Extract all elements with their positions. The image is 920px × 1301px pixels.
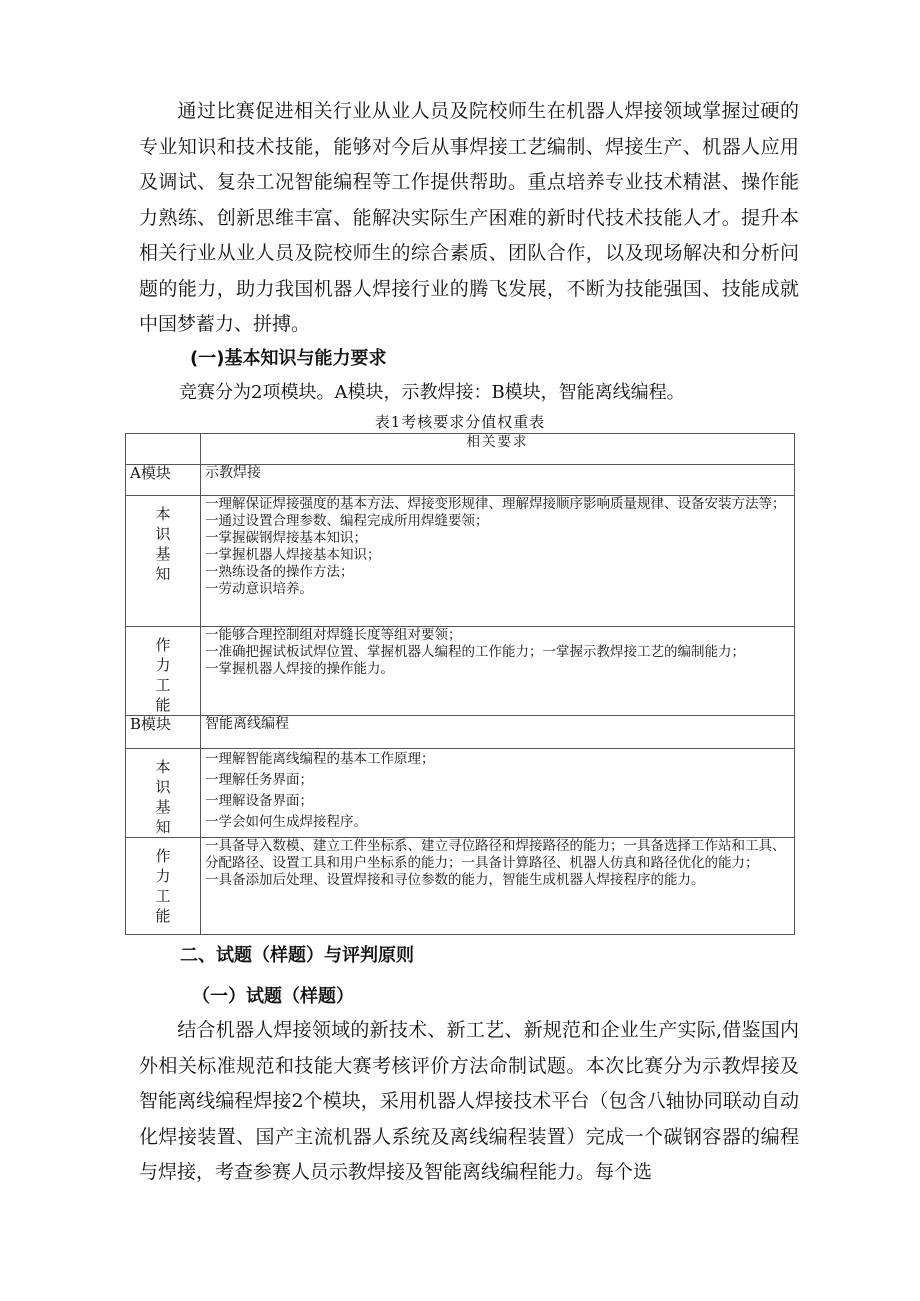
list-item: 一理解任务界面；	[205, 772, 313, 788]
module-b-knowledge-label: 本识基知	[155, 758, 171, 836]
modules-line: 竞赛分为2项模块。A模块，示教焊接：B模块，智能离线编程。	[179, 382, 685, 403]
list-item: 一具备导入数模、建立工件坐标系、建立寻位路径和焊接路径的能力；一具备选择工作站和工具、分配路径、设置工具和用户坐标系的能力；一具备计算路径、机器人仿真和路径优化的能力；	[205, 838, 786, 871]
list-item: 一掌握机器人焊接的操作能力。	[205, 661, 394, 677]
module-a-ability-row	[126, 627, 795, 716]
requirements-table	[125, 433, 795, 935]
module-b-knowledge-row	[126, 749, 795, 838]
list-item: 一理解设备界面；	[205, 793, 313, 809]
module-b-knowledge-cell	[201, 749, 795, 838]
section1-heading: (一)基本知识与能力要求	[190, 348, 387, 369]
list-item: 一熟练设备的操作方法；	[205, 564, 354, 580]
table-header-row	[126, 434, 795, 465]
module-b-ability-row	[126, 838, 795, 935]
module-a-knowledge-row	[126, 496, 795, 627]
module-a-ability-label: 作力工能	[155, 636, 171, 714]
module-b-ability-cell	[201, 838, 795, 935]
table-header: 相关要求	[201, 434, 795, 465]
module-a-knowledge-label: 本识基知	[155, 505, 171, 583]
list-item: 一掌握机器人焊接基本知识；	[205, 547, 381, 563]
intro-paragraph: 通过比赛促进相关行业从业人员及院校师生在机器人焊接领域掌握过硬的专业知识和技术技能，能够对今后从事焊接工艺编制、焊接生产、机器人应用及调试、复杂工况智能编程等工作提供帮助。重点培养专业技术精湛、操作能力熟练、创新思维丰富、能解决实际生产困难的新时代技术技能人才。提升本相关行业从业人员及院校师生的综合素质、团队合作，以及现场解决和分析问题的能力，助力我国机器人焊接行业的腾飞发展，不断为技能强国、技能成就中国梦蓄力、拼搏。	[139, 100, 799, 335]
exam-paragraph: 结合机器人焊接领域的新技术、新工艺、新规范和企业生产实际,借鉴国内外相关标准规范和技能大赛考核评价方法命制试题。本次比赛分为示教焊接及智能离线编程焊接2个模块，采用机器人焊接技术平台（包含八轴协同联动自动化焊接装置、国产主流机器人系统及离线编程装置）完成一个碳钢容器的编程与焊接，考查参赛人员示教焊接及智能离线编程能力。每个选	[139, 1019, 799, 1183]
table-caption: 表1考核要求分值权重表	[374, 413, 546, 431]
module-a-label: A模块	[126, 465, 201, 496]
list-item: 一理解保证焊接强度的基本方法、焊接变形规律、理解焊接顺序影响质量规律、设备安装方法等；	[205, 496, 786, 512]
list-item: 一学会如何生成焊接程序。	[205, 814, 367, 830]
list-item: 一能够合理控制组对焊缝长度等组对要领；	[205, 627, 462, 643]
list-item: 一劳动意识培养。	[205, 581, 313, 597]
module-a-row	[126, 465, 795, 496]
module-b-ability-label: 作力工能	[155, 847, 171, 925]
list-item: 一准确把握试板试焊位置、掌握机器人编程的工作能力；一掌握示教焊接工艺的编制能力；	[205, 644, 745, 660]
list-item: 一具备添加后处理、设置焊接和寻位参数的能力，智能生成机器人焊接程序的能力。	[205, 872, 705, 888]
subsection-heading: （一）试题（样题）	[192, 986, 354, 1007]
module-b-name: 智能离线编程	[201, 716, 795, 749]
list-item: 一掌握碳钢焊接基本知识；	[205, 530, 367, 546]
module-a-ability-cell	[201, 627, 795, 716]
list-item: 一理解智能离线编程的基本工作原理；	[205, 751, 435, 767]
module-a-knowledge-cell	[201, 496, 795, 627]
module-a-name: 示教焊接	[201, 465, 795, 496]
module-b-row	[126, 716, 795, 749]
list-item: 一通过设置合理参数、编程完成所用焊缝要领；	[205, 513, 489, 529]
module-b-label: B模块	[126, 716, 201, 749]
section2-heading: 二、试题（样题）与评判原则	[180, 945, 414, 966]
